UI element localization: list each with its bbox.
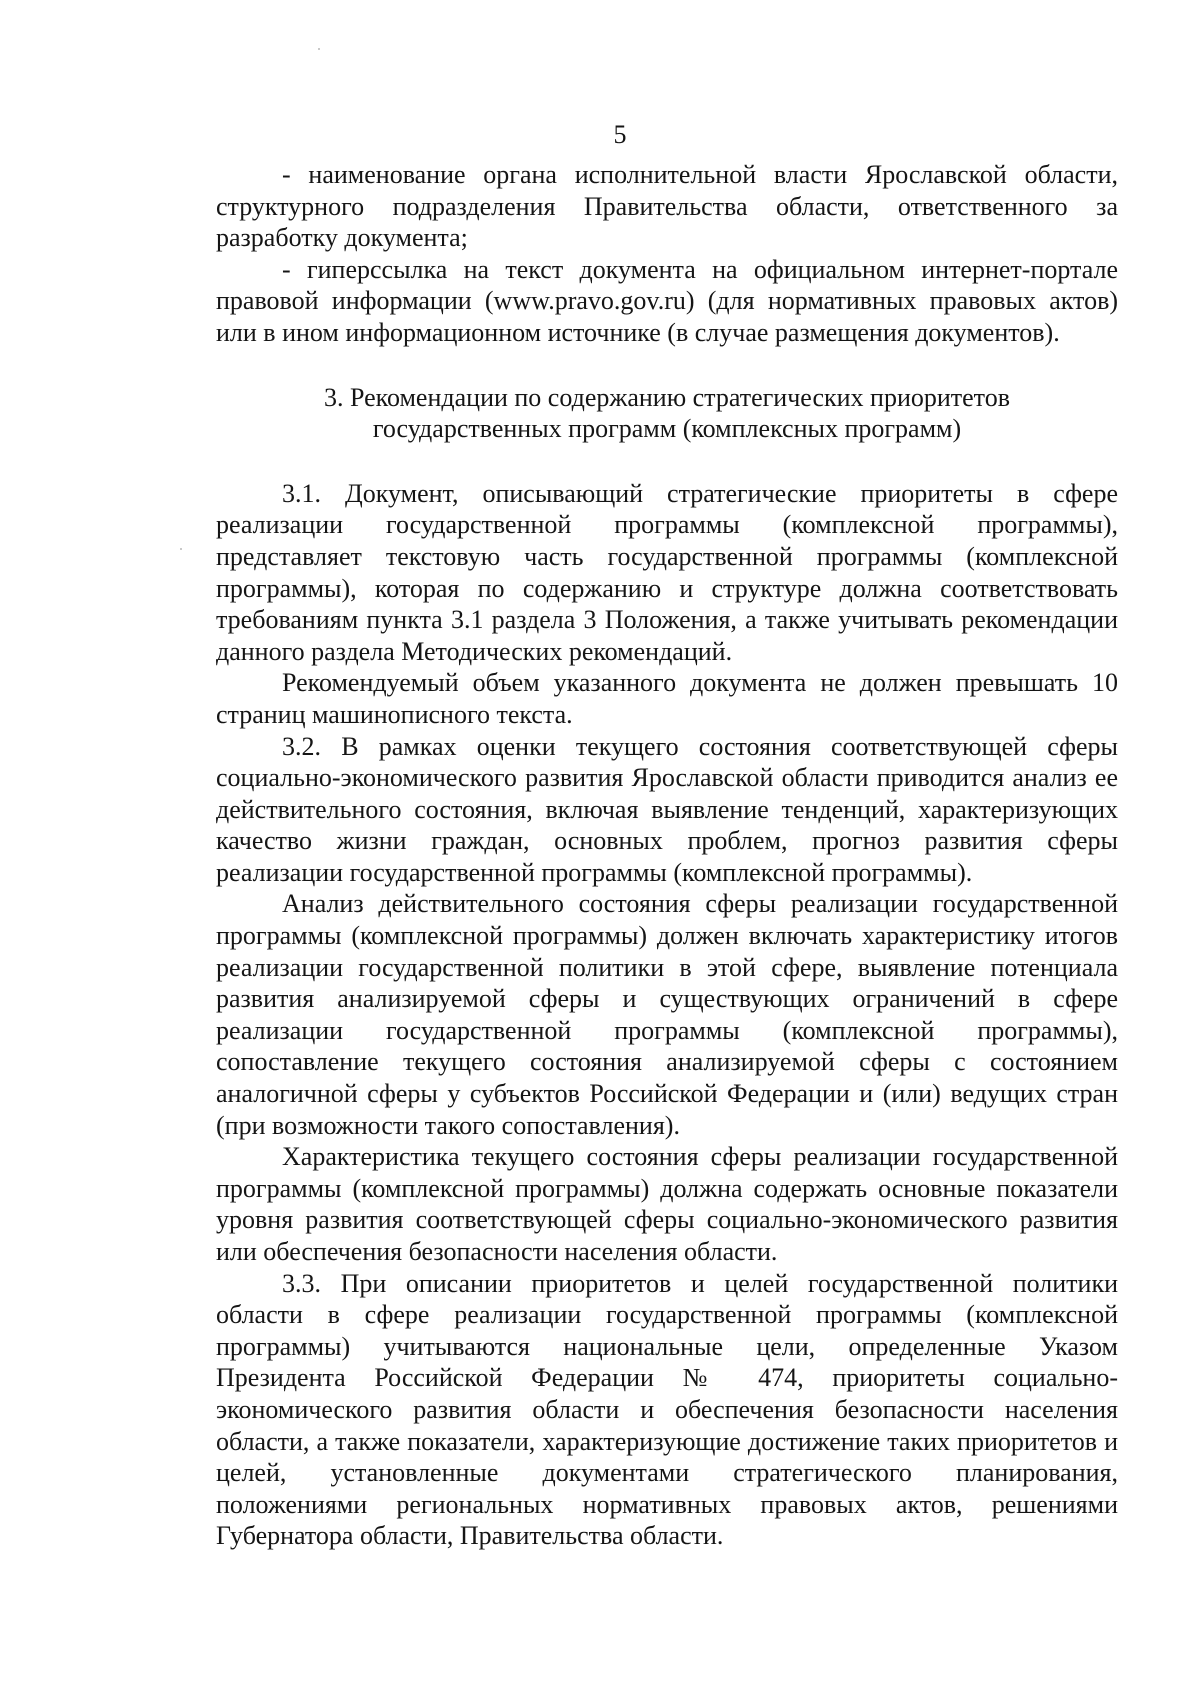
scan-speck	[180, 548, 182, 550]
paragraph-3-1: 3.1. Документ, описывающий стратегические приоритеты в сфере реализации государственной программы (комплексной программы), представляет текстовую часть государственной программы (комплексной программы), которая по содержанию и структуре должна соответствовать требованиям пункта 3.1 раздела 3 Положения, а также учитывать рекомендации данного раздела Методических рекомендаций.	[216, 478, 1118, 666]
page-number: 5	[613, 120, 627, 149]
list-item: - наименование органа исполнительной власти Ярославской области, структурного подразделения Правительства области, ответственного за разработку документа;	[216, 160, 1118, 253]
paragraph-characteristic: Характеристика текущего состояния сферы реализации государственной программы (комплексной программы) должна содержать основные показатели уровня развития соответствующей сферы социально-экономического развития или обеспечения безопасности населения области.	[216, 1142, 1118, 1266]
section-heading	[216, 382, 1118, 445]
paragraph-analysis: Анализ действительного состояния сферы реализации государственной программы (комплексной программы) должен включать характеристику итогов реализации государственной политики в этой сфере, выявление потенциала развития анализируемой сферы и существующих ограничений в сфере реализации государственной программы (комплексной программы), сопоставление текущего состояния анализируемой сферы с состоянием аналогичной сферы у субъектов Российской Федерации и (или) ведущих стран (при возможности такого сопоставления).	[216, 889, 1118, 1140]
paragraph-3-3: 3.3. При описании приоритетов и целей государственной политики области в сфере реализации государственной программы (комплексной программы) учитываются национальные цели, определенные Указом Президента Российской Федерации № 474, приоритеты социально-экономического развития области и обеспечения безопасности населения области, а также показатели, характеризующие достижение таких приоритетов и целей, установленные документами стратегического планирования, положениями региональных нормативных правовых актов, решениями Губернатора области, Правительства области.	[216, 1268, 1118, 1551]
paragraph-3-2: 3.2. В рамках оценки текущего состояния соответствующей сферы социально-экономического развития Ярославской области приводится анализ ее действительного состояния, включая выявление тенденций, характеризующих качество жизни граждан, основных проблем, прогноз развития сферы реализации государственной программы (комплексной программы).	[216, 731, 1118, 887]
section-heading-line-1: 3. Рекомендации по содержанию стратегических приоритетов	[324, 382, 1010, 412]
list-item: - гиперссылка на текст документа на официальном интернет-портале правовой информации (www.pravo.gov.ru) (для нормативных правовых актов) или в ином информационном источнике (в случае размещения документов).	[216, 254, 1118, 347]
paragraph-volume: Рекомендуемый объем указанного документа не должен превышать 10 страниц машинописного текста.	[216, 668, 1118, 729]
scan-speck	[318, 48, 320, 50]
document-body	[216, 159, 1118, 1552]
section-heading-line-2: государственных программ (комплексных программ)	[372, 414, 962, 444]
